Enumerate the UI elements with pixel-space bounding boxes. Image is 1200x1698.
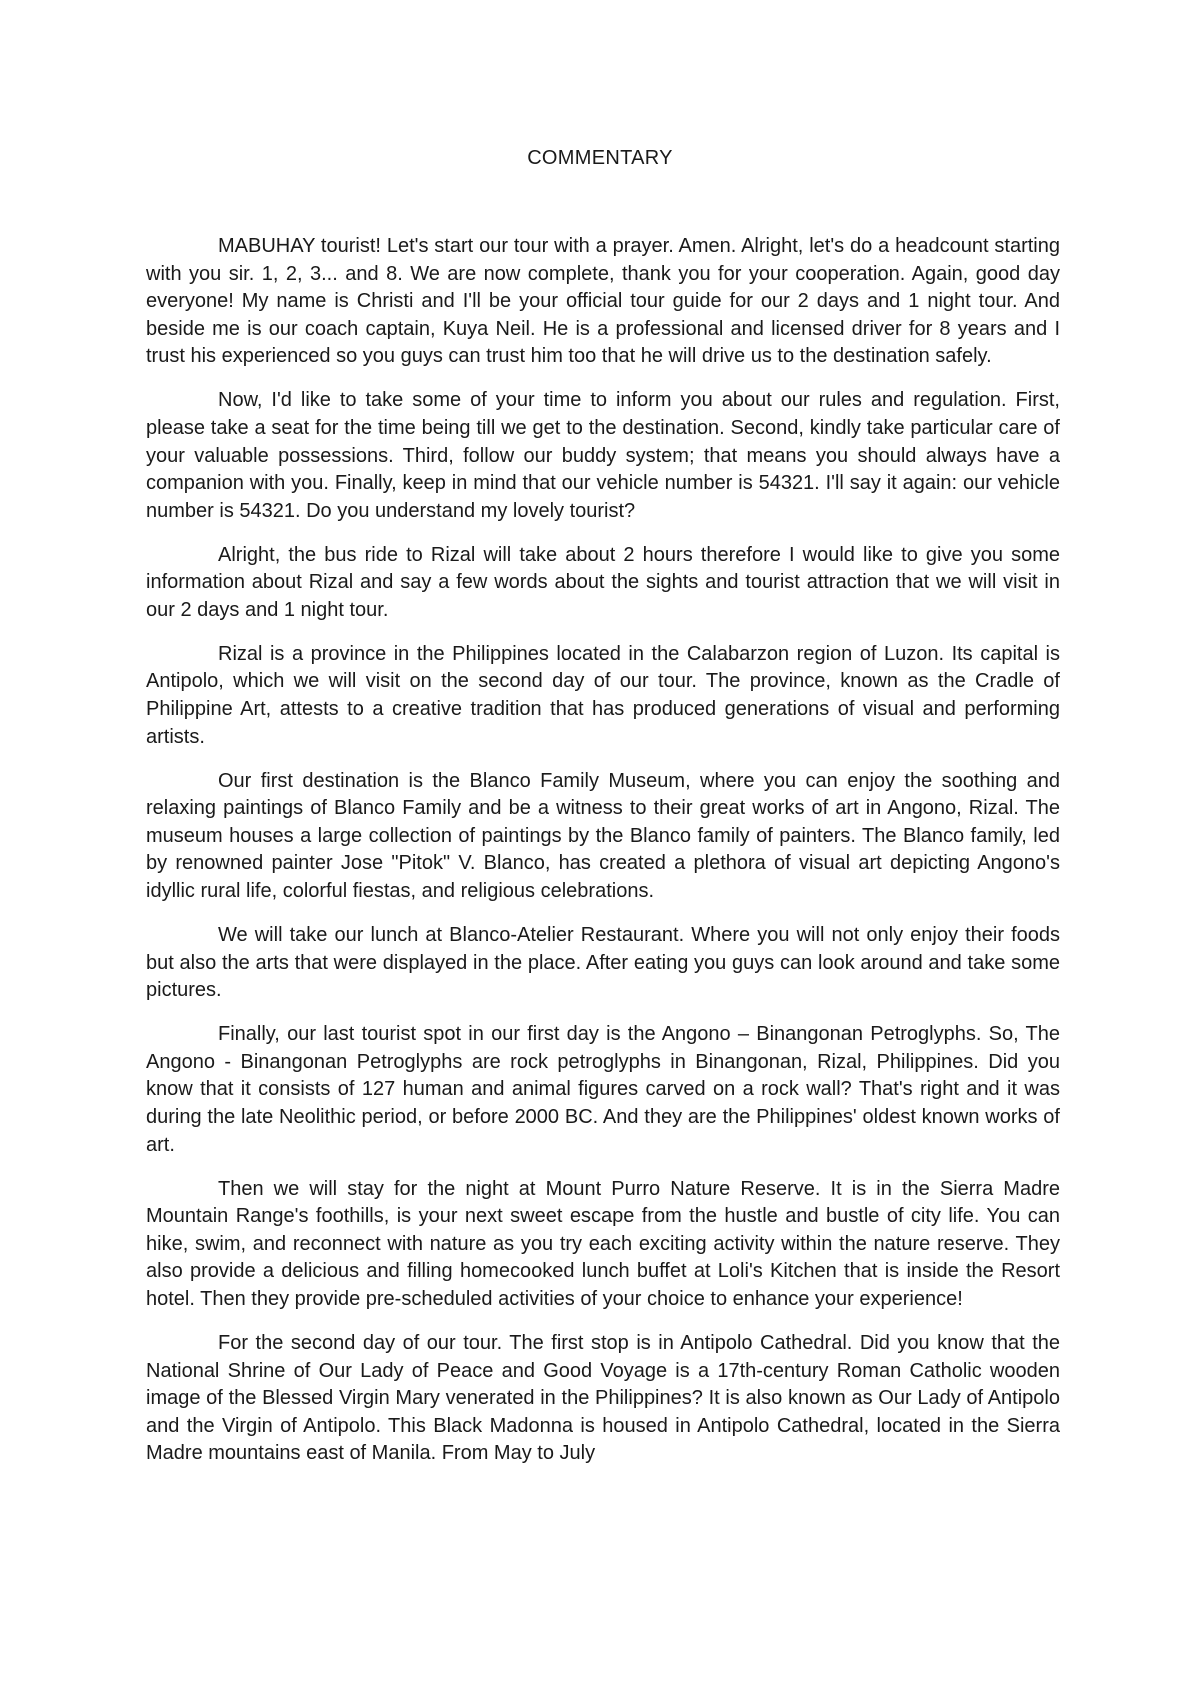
paragraph-petroglyphs: Finally, our last tourist spot in our first day is the Angono – Binangonan Petroglyphs. So, The Angono - Binangonan Petroglyphs are rock petroglyphs in Binangonan, Rizal, Philippines. Did you know that it consists of 127 human and animal figures carved on a rock wall? That's right and it was during the late Neolithic period, or before 2000 BC. And they are the Philippines' oldest known works of art. (146, 1023, 1060, 1156)
paragraph-rizal-province: Rizal is a province in the Philippines located in the Calabarzon region of Luzon. Its capital is Antipolo, which we will visit on the second day of our tour. The province, known as the Cradle of Philippine Art, attests to a creative tradition that has produced generations of visual and performing artists. (146, 642, 1060, 748)
paragraph-antipolo-cathedral: For the second day of our tour. The first stop is in Antipolo Cathedral. Did you know that the National Shrine of Our Lady of Peace and Good Voyage is a 17th-century Roman Catholic wooden image of the Blessed Virgin Mary venerated in the Philippines? It is also known as Our Lady of Antipolo and the Virgin of Antipolo. This Black Madonna is housed in Antipolo Cathedral, located in the Sierra Madre mountains east of Manila. From May to July (146, 1331, 1060, 1465)
paragraph-welcome: MABUHAY tourist! Let's start our tour with a prayer. Amen. Alright, let's do a headcount starting with you sir. 1, 2, 3... and 8. We are now complete, thank you for your cooperation. Again, good day everyone! My name is Christi and I'll be your official tour guide for our 2 days and 1 night tour. And beside me is our coach captain, Kuya Neil. He is a professional and licensed driver for 8 years and I trust his experienced so you guys can trust him too that he will drive us to the destination safely. (146, 235, 1060, 368)
document-title: COMMENTARY (527, 147, 673, 169)
paragraph-mount-purro: Then we will stay for the night at Mount Purro Nature Reserve. It is in the Sierra Madre Mountain Range's foothills, is your next sweet escape from the hustle and bustle of city life. You can hike, swim, and reconnect with nature as you try each exciting activity within the nature reserve. They also provide a delicious and filling homecooked lunch buffet at Loli's Kitchen that is inside the Resort hotel. Then they provide pre-scheduled activities of your choice to enhance your experience! (146, 1177, 1060, 1310)
paragraph-lunch: We will take our lunch at Blanco-Atelier Restaurant. Where you will not only enjoy their foods but also the arts that were displayed in the place. After eating you guys can look around and take some pictures. (146, 924, 1060, 1002)
paragraph-rules: Now, I'd like to take some of your time to inform you about our rules and regulation. First, please take a seat for the time being till we get to the destination. Second, kindly take particular care of your valuable possessions. Third, follow our buddy system; that means you should always have a companion with you. Finally, keep in mind that our vehicle number is 54321. I'll say it again: our vehicle number is 54321. Do you understand my lovely tourist? (146, 389, 1060, 522)
paragraph-blanco-museum: Our first destination is the Blanco Family Museum, where you can enjoy the soothing and relaxing paintings of Blanco Family and be a witness to their great works of art in Angono, Rizal. The museum houses a large collection of paintings by the Blanco family of painters. The Blanco family, led by renowned painter Jose "Pitok" V. Blanco, has created a plethora of visual art depicting Angono's idyllic rural life, colorful fiestas, and religious celebrations. (146, 769, 1060, 903)
paragraph-bus-ride: Alright, the bus ride to Rizal will take about 2 hours therefore I would like to give you some information about Rizal and say a few words about the sights and tourist attraction that we will visit in our 2 days and 1 night tour. (146, 543, 1060, 621)
document-body (146, 233, 1060, 1468)
